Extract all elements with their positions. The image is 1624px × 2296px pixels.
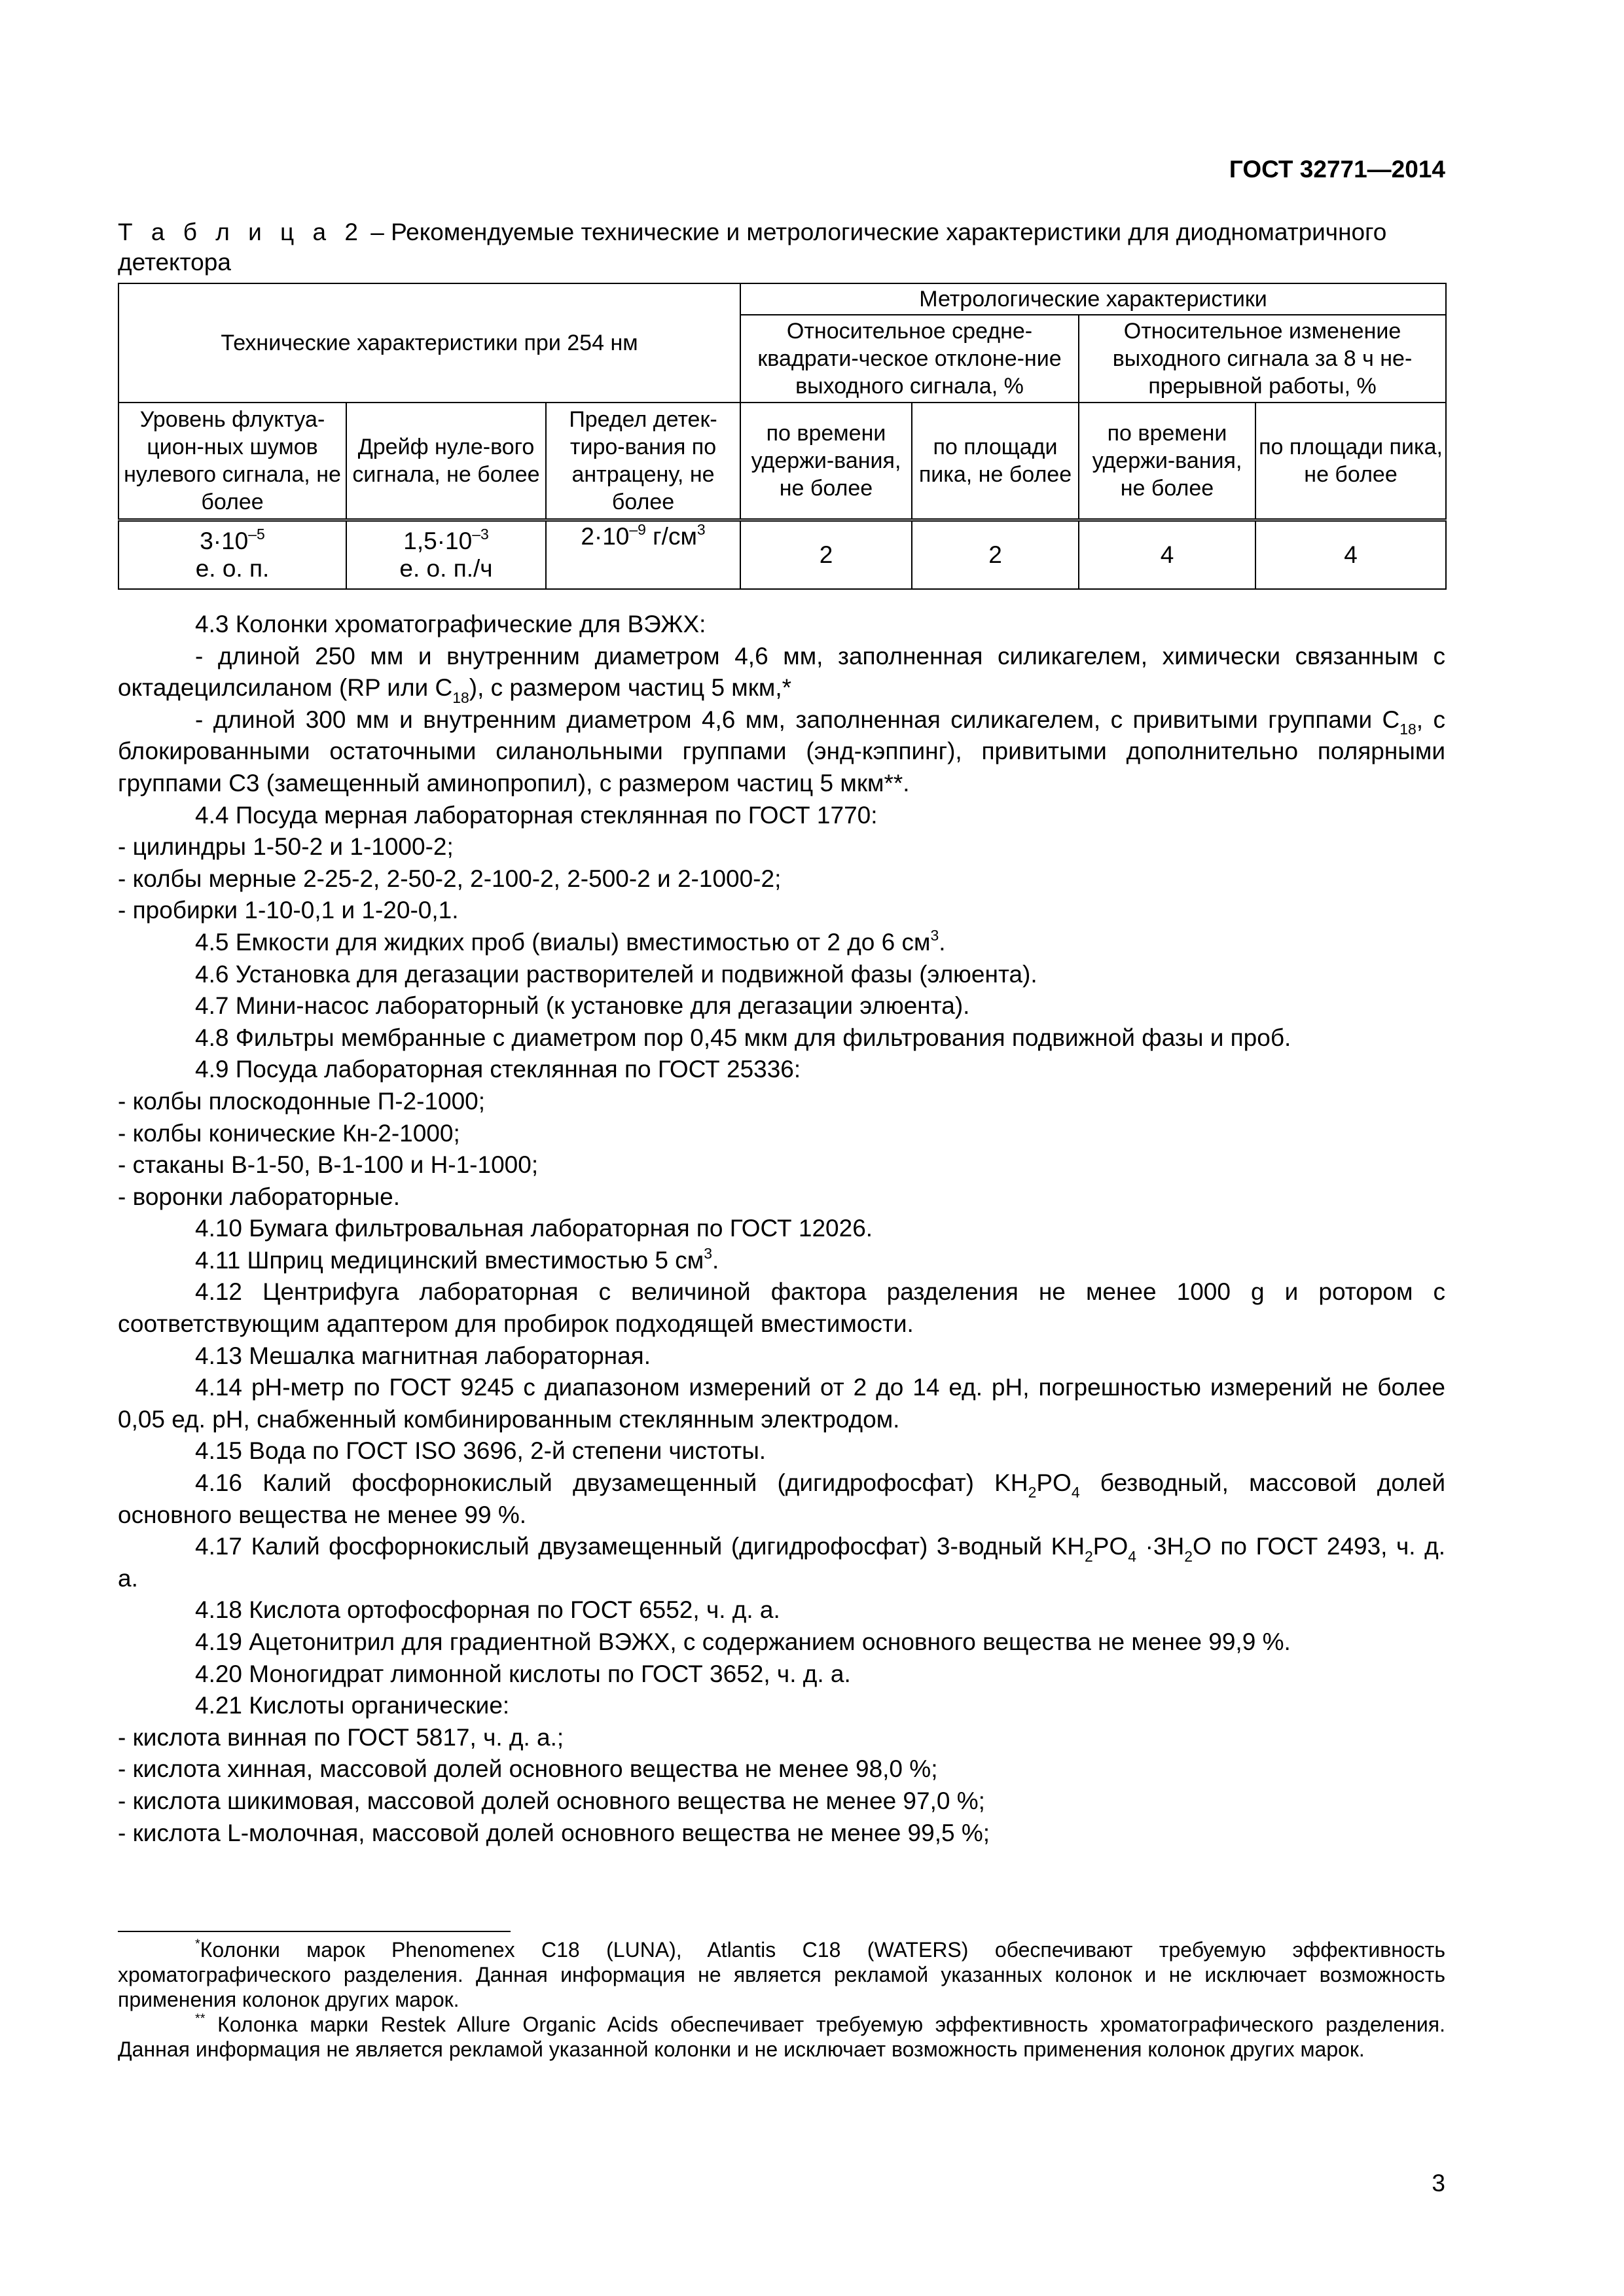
- clause-4-10: 4.10 Бумага фильтровальная лабораторная по ГОСТ 12026.: [195, 1215, 873, 1242]
- value-rms-retention-time: 2: [740, 520, 912, 590]
- clause-4-9: 4.9 Посуда лабораторная стеклянная по ГОСТ 25336:: [195, 1056, 801, 1083]
- footnote-1: *Колонки марок Phenomenex C18 (LUNA), Atlantis C18 (WATERS) обеспечивают требуемую эффективность хроматографического разделения. Данная информация не является рекламой указанных колонок и не исключает возможность применения колонок других марок.: [118, 1937, 1445, 2011]
- table-caption-text: – Рекомендуемые технические и метрологические характеристики для диодноматричного детектора: [118, 219, 1387, 276]
- header-detection-limit: Предел детек-тиро-вания по антрацену, не более: [546, 403, 740, 520]
- clause-4-13: 4.13 Мешалка магнитная лабораторная.: [195, 1342, 651, 1369]
- value-change-retention-time: 4: [1079, 520, 1255, 590]
- header-change-peak-area: по площади пика, не более: [1255, 403, 1446, 520]
- header-signal-change: Относительное изменение выходного сигнала за 8 ч не-прерывной работы, %: [1079, 315, 1446, 403]
- document-code: ГОСТ 32771—2014: [1229, 156, 1445, 183]
- clause-4-21-item-d: - кислота L-молочная, массовой долей основного вещества не менее 99,5 %;: [118, 1819, 990, 1846]
- value-zero-drift: $1,5\cdot 10^{-3}$ е. о. п./ч: [346, 520, 546, 590]
- clause-4-20: 4.20 Моногидрат лимонной кислоты по ГОСТ 3652, ч. д. а.: [195, 1660, 851, 1687]
- value-noise-level: $3\cdot 10^{-5}$ е. о. п.: [118, 520, 346, 590]
- clause-4-17: 4.17 Калий фосфорнокислый двузамещенный (дигидрофосфат) 3-водный $KH_2PO_4 \cdot 3H_2O$ по ГОСТ 2493, ч. д. а.: [118, 1533, 1446, 1592]
- header-rms-retention-time: по времени удержи-вания, не более: [740, 403, 912, 520]
- body-text: [118, 609, 1445, 1849]
- clause-4-16: 4.16 Калий фосфорнокислый двузамещенный (дигидрофосфат) $KH_2PO_4$ безводный, массовой долей основного вещества не менее 99 %.: [118, 1469, 1445, 1528]
- characteristics-table: [118, 283, 1447, 590]
- header-tech-group: Технические характеристики при 254 нм: [118, 283, 740, 403]
- table-caption-label: Т а б л и ц а 2: [118, 219, 364, 245]
- clause-4-3-item-b: - длиной 300 мм и внутренним диаметром 4,6 мм, заполненная силикагелем, с привитыми группами $C_{18}$, с блокированными остаточными силанольными группами (энд-кэппинг), привитыми дополнительно полярными группами C3 (замещенный аминопропил), с размером частиц 5 мкм**.: [118, 706, 1445, 797]
- footnote-2: ** Колонка марки Restek Allure Organic Acids обеспечивает требуемую эффективность хроматографического разделения. Данная информация не является рекламой указанной колонки и не исключает возможность применения колонок других марок.: [118, 2011, 1445, 2061]
- clause-4-21-item-c: - кислота шикимовая, массовой долей основного вещества не менее 97,0 %;: [118, 1787, 985, 1814]
- clause-4-9-item-c: - стаканы В-1-50, В-1-100 и Н-1-1000;: [118, 1151, 539, 1179]
- clause-4-14: 4.14 pH-метр по ГОСТ 9245 с диапазоном измерений от 2 до 14 ед. pH, погрешностью измерений не более 0,05 ед. pH, снабженный комбинированным стеклянным электродом.: [118, 1374, 1445, 1433]
- clause-4-6: 4.6 Установка для дегазации растворителей и подвижной фазы (элюента).: [195, 960, 1038, 988]
- header-zero-drift: Дрейф нуле-вого сигнала, не более: [346, 403, 546, 520]
- table-caption: [118, 217, 1445, 278]
- clause-4-4: 4.4 Посуда мерная лабораторная стеклянная по ГОСТ 1770:: [195, 801, 878, 829]
- page-number: 3: [1432, 2170, 1445, 2197]
- clause-4-4-item-b: - колбы мерные 2-25-2, 2-50-2, 2-100-2, 2-500-2 и 2-1000-2;: [118, 865, 782, 892]
- clause-4-21: 4.21 Кислоты органические:: [195, 1692, 510, 1719]
- footnote-separator: [118, 1931, 511, 1932]
- clause-4-3-item-a: - длиной 250 мм и внутренним диаметром 4,6 мм, заполненная силикагелем, химически связанным с октадецилсиланом (RP или $C_{18}$), с размером частиц 5 мкм,*: [118, 642, 1445, 706]
- clause-4-11: 4.11 Шприц медицинский вместимостью 5 $см^3$.: [195, 1244, 719, 1274]
- value-rms-peak-area: 2: [912, 520, 1079, 590]
- clause-4-9-item-b: - колбы конические Кн-2-1000;: [118, 1119, 460, 1147]
- header-noise-level: Уровень флуктуа-цион-ных шумов нулевого сигнала, не более: [118, 403, 346, 520]
- value-detection-limit: $2\cdot 10^{-9}$ $г/см^3$: [546, 520, 740, 590]
- clause-4-21-item-b: - кислота хинная, массовой долей основного вещества не менее 98,0 %;: [118, 1755, 938, 1783]
- clause-4-15: 4.15 Вода по ГОСТ ISO 3696, 2-й степени чистоты.: [195, 1437, 767, 1465]
- clause-4-12: 4.12 Центрифуга лабораторная с величиной фактора разделения не менее 1000 g и ротором с соответствующим адаптером для пробирок подходящей вместимости.: [118, 1278, 1445, 1338]
- clause-4-19: 4.19 Ацетонитрил для градиентной ВЭЖХ, с содержанием основного вещества не менее 99,9 %.: [195, 1628, 1291, 1655]
- clause-4-4-item-a: - цилиндры 1-50-2 и 1-1000-2;: [118, 833, 454, 861]
- header-change-retention-time: по времени удержи-вания, не более: [1079, 403, 1255, 520]
- clause-4-7: 4.7 Мини-насос лабораторный (к установке для дегазации элюента).: [195, 992, 970, 1020]
- value-change-peak-area: 4: [1255, 520, 1446, 590]
- clause-4-8: 4.8 Фильтры мембранные с диаметром пор 0,45 мкм для фильтрования подвижной фазы и проб.: [195, 1024, 1291, 1051]
- clause-4-21-item-a: - кислота винная по ГОСТ 5817, ч. д. а.;: [118, 1723, 564, 1751]
- clause-4-9-item-d: - воронки лабораторные.: [118, 1183, 400, 1210]
- clause-4-9-item-a: - колбы плоскодонные П-2-1000;: [118, 1087, 485, 1115]
- clause-4-18: 4.18 Кислота ортофосфорная по ГОСТ 6552, ч. д. а.: [195, 1596, 780, 1624]
- header-rms-deviation: Относительное средне-квадрати-ческое отклоне-ние выходного сигнала, %: [740, 315, 1079, 403]
- clause-4-4-item-c: - пробирки 1-10-0,1 и 1-20-0,1.: [118, 897, 459, 924]
- header-rms-peak-area: по площади пика, не более: [912, 403, 1079, 520]
- header-metro-group: Метрологические характеристики: [740, 283, 1446, 315]
- clause-4-5: 4.5 Емкости для жидких проб (виалы) вместимостью от 2 до 6 $см^3$.: [195, 926, 946, 956]
- clause-4-3: 4.3 Колонки хроматографические для ВЭЖХ:: [195, 611, 706, 637]
- footnotes: [118, 1937, 1445, 2062]
